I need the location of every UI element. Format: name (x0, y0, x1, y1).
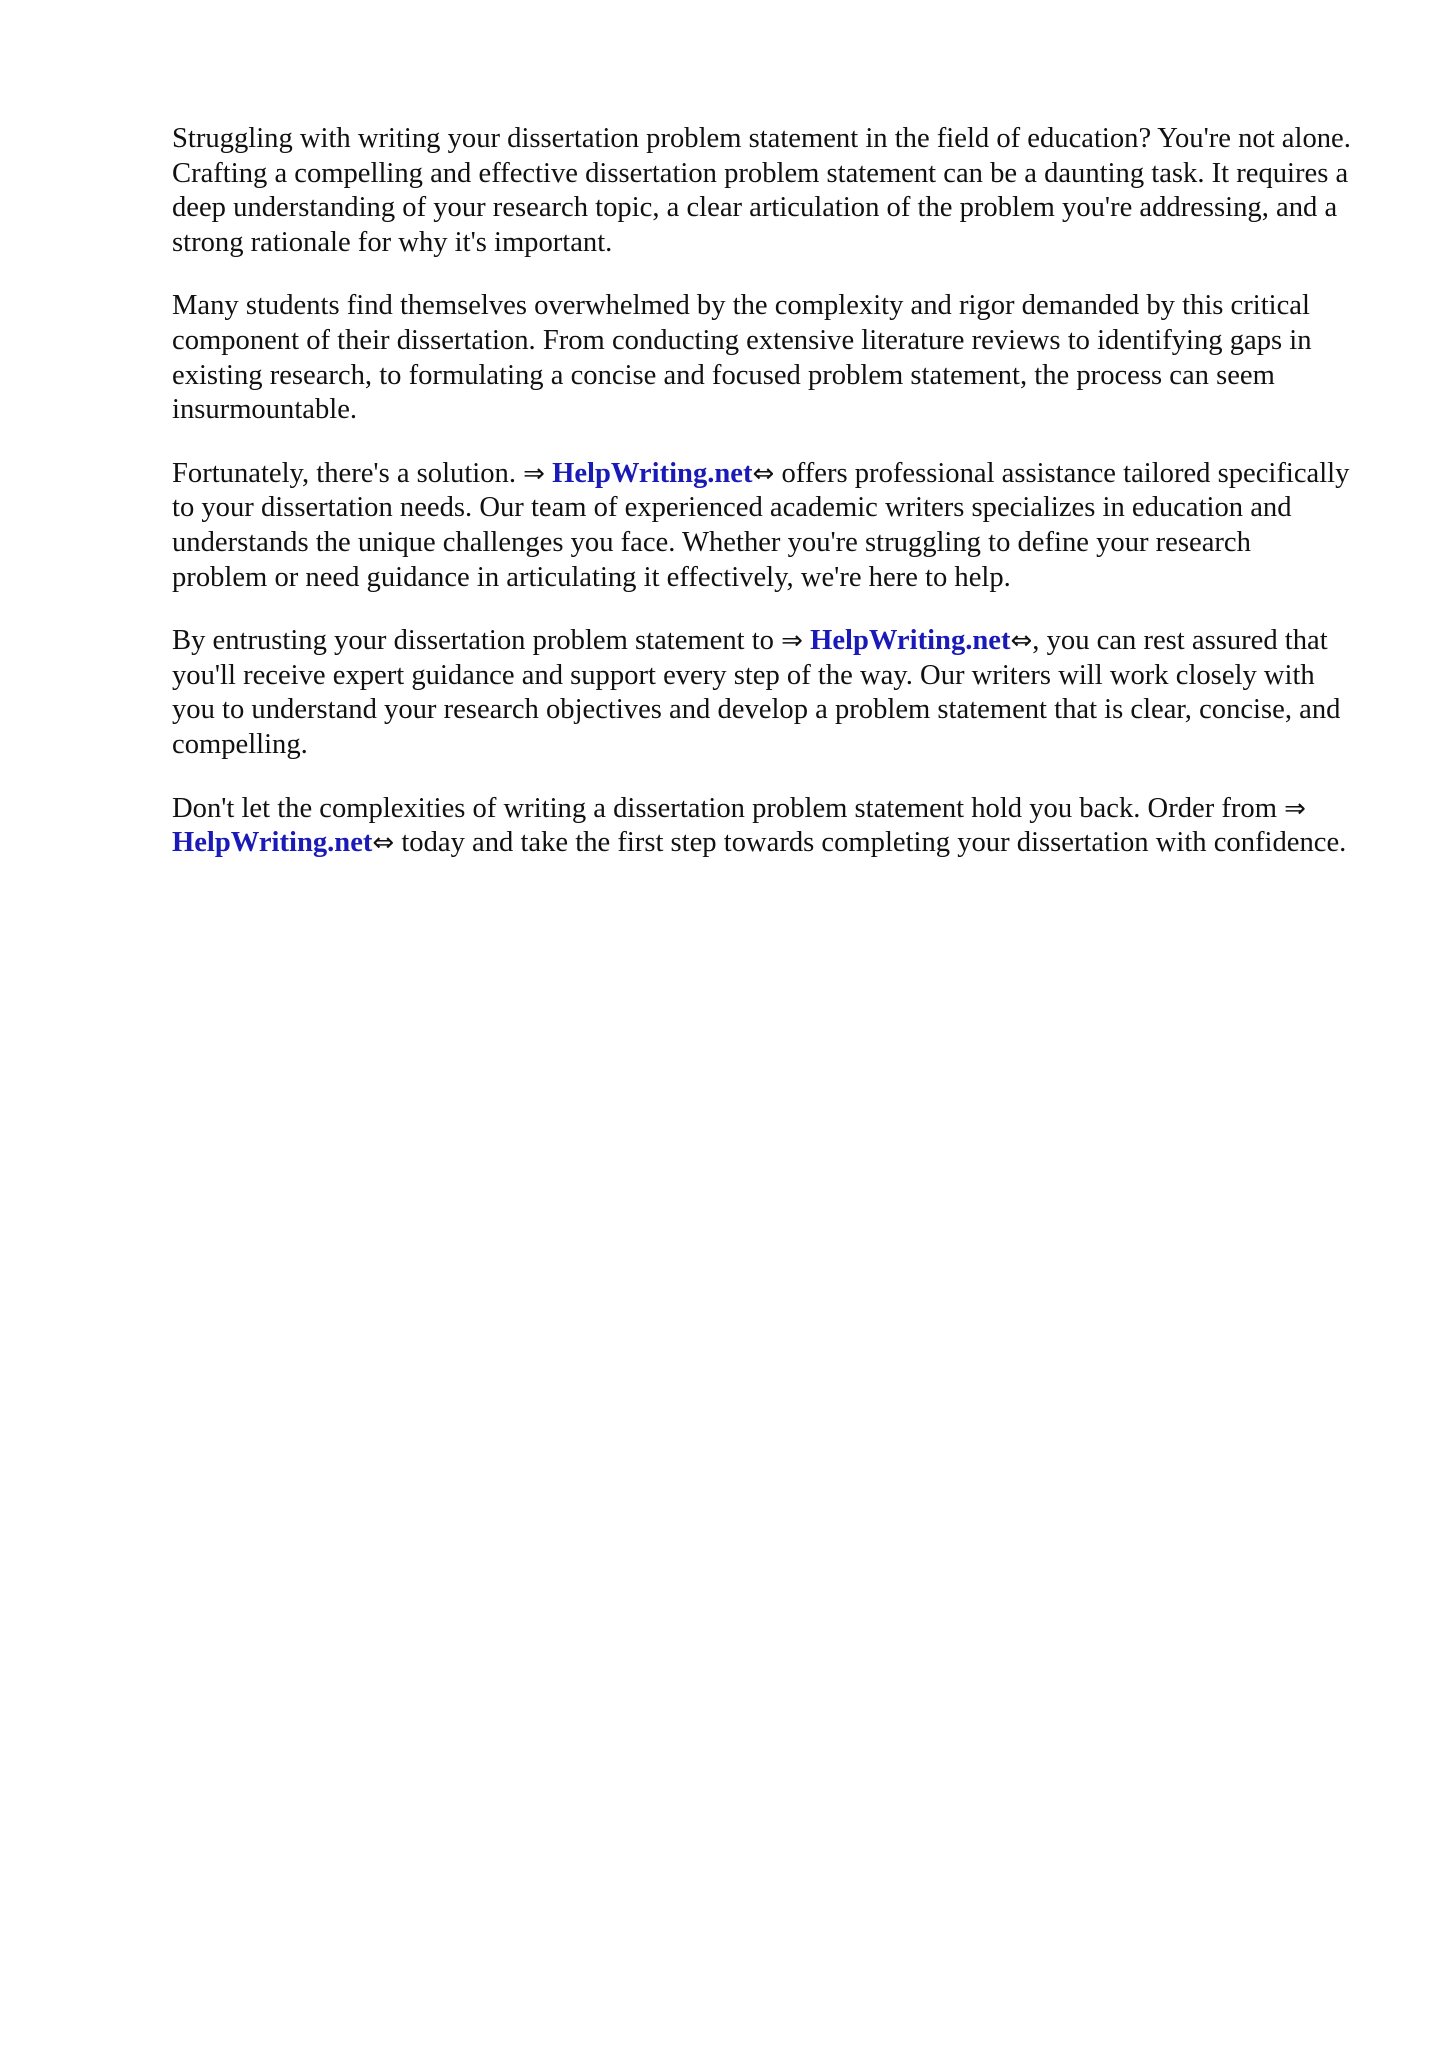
paragraph-call-to-action (172, 792, 1352, 861)
helpwriting-link[interactable]: HelpWriting.net (552, 457, 753, 489)
left-right-double-arrow-icon: ⇔ (1010, 626, 1033, 657)
document-body (172, 122, 1352, 890)
left-right-double-arrow-icon: ⇔ (372, 828, 395, 859)
paragraph-challenges (172, 289, 1352, 427)
paragraph-intro (172, 122, 1352, 260)
left-right-double-arrow-icon: ⇔ (752, 458, 775, 489)
paragraph-entrusting (172, 624, 1352, 762)
right-double-arrow-icon: ⇒ (781, 626, 803, 657)
paragraph-text-before: Fortunately, there's a solution. (172, 457, 524, 489)
helpwriting-link[interactable]: HelpWriting.net (810, 625, 1011, 657)
right-double-arrow-icon: ⇒ (523, 458, 545, 489)
paragraph-text: Many students find themselves overwhelmed by the complexity and rigor demanded by this critical component of their dissertation. From conducting extensive literature reviews to identifying gaps in existing research, to formulating a concise and focused problem statement, the process can seem insurmountable. (172, 290, 1312, 426)
paragraph-solution (172, 457, 1352, 595)
paragraph-text: Struggling with writing your dissertation problem statement in the field of education? You're not alone. Crafting a compelling and effective dissertation problem statement can be a daunting task. It requires a deep understanding of your research topic, a clear articulation of the problem you're addressing, and a strong rationale for why it's important. (172, 123, 1351, 258)
paragraph-text-after: today and take the first step towards completing your dissertation with confidence. (394, 827, 1347, 859)
right-double-arrow-icon: ⇒ (1284, 793, 1306, 824)
paragraph-text-before: Don't let the complexities of writing a dissertation problem statement hold you back. Order from (172, 792, 1285, 824)
paragraph-text-after: , you can rest assured that you'll receive expert guidance and support every step of the way. Our writers will work closely with you to understand your research objectives and develop a problem statement that is clear, concise, and compelling. (172, 625, 1341, 760)
paragraph-text-after: offers professional assistance tailored specifically to your dissertation needs. Our team of experienced academic writers specializes in education and understands the unique challenges you face. Whether you're struggling to define your research problem or need guidance in articulating it effectively, we're here to help. (172, 457, 1350, 593)
helpwriting-link[interactable]: HelpWriting.net (172, 827, 373, 859)
paragraph-text-before: By entrusting your dissertation problem statement to (172, 625, 782, 657)
